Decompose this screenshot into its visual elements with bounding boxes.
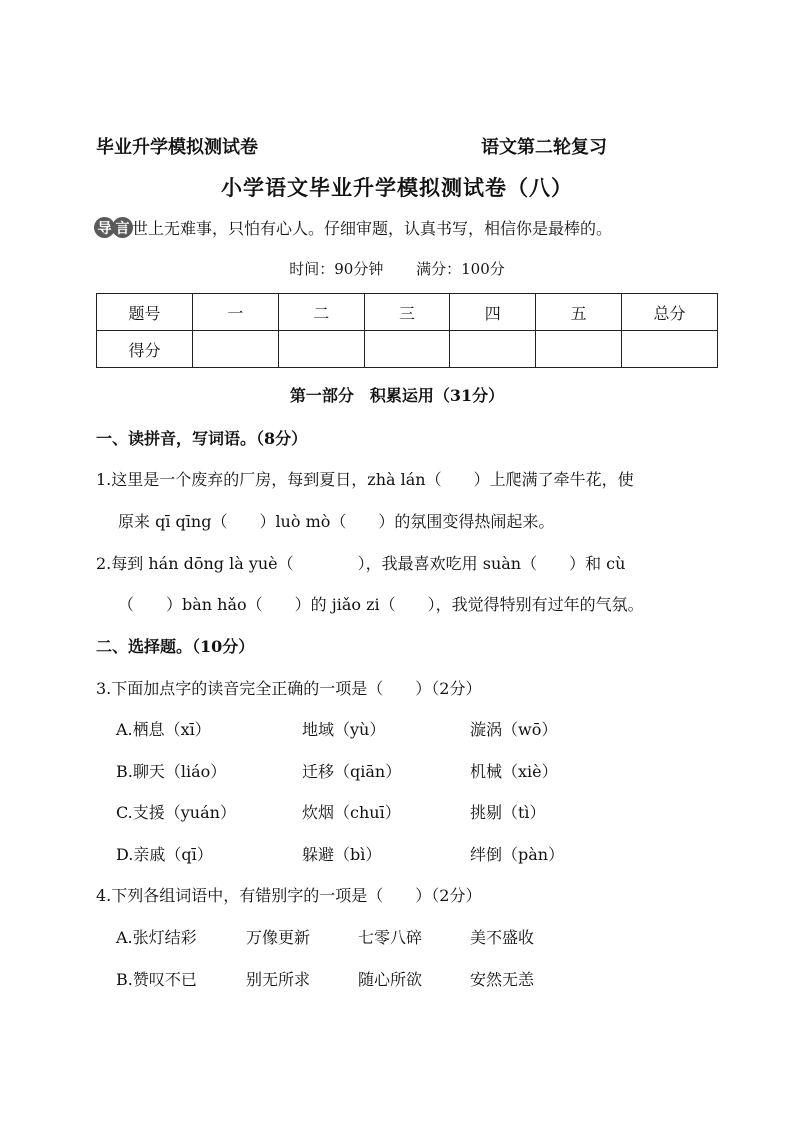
q3-option-a3: 漩涡（wō） [470, 720, 558, 739]
score-header-cell: 一 [193, 294, 279, 331]
q4-option-a2: 万像更新 [246, 928, 311, 947]
q4-option-a1: A.张灯结彩 [116, 928, 197, 947]
score-row-label: 得分 [97, 331, 193, 368]
duration: 时间：90分钟 [289, 260, 384, 278]
score-cell[interactable] [450, 331, 536, 368]
q3-option-d2: 躲避（bì） [302, 845, 382, 864]
badge-char-1: 导 [94, 217, 115, 238]
q2-line1: 2.每到 hán dōng là yuè（ ），我最喜欢吃用 suàn（ ）和 cù [96, 554, 626, 573]
score-header-cell: 四 [450, 294, 536, 331]
q4-option-b4: 安然无恙 [470, 970, 535, 989]
header-right: 语文第二轮复习 [481, 137, 607, 158]
score-cell[interactable] [278, 331, 364, 368]
q3-option-b3: 机械（xiè） [470, 762, 558, 781]
score-header-cell: 三 [364, 294, 450, 331]
page-title: 小学语文毕业升学模拟测试卷（八） [221, 175, 573, 200]
section2-title: 二、选择题。（10分） [96, 637, 255, 656]
q3-option-c1: C.支援（yuán） [116, 803, 236, 822]
q3-stem: 3.下面加点字的读音完全正确的一项是（ ）（2分） [96, 679, 482, 698]
score-cell[interactable] [193, 331, 279, 368]
score-table [96, 293, 718, 368]
score-table-header-row [97, 294, 718, 331]
score-cell[interactable] [536, 331, 622, 368]
score-table-score-row [97, 331, 718, 368]
header-left: 毕业升学模拟测试卷 [96, 137, 258, 158]
q4-stem: 4.下列各组词语中，有错别字的一项是（ ）（2分） [96, 886, 482, 905]
q2-line2: （ ）bàn hǎo（ ）的 jiǎo zi（ ），我觉得特别有过年的气氛。 [118, 595, 644, 614]
full-score: 满分：100分 [416, 260, 505, 278]
q3-option-c3: 挑剔（tì） [470, 803, 546, 822]
score-header-cell: 题号 [97, 294, 193, 331]
time-info [0, 258, 794, 279]
q3-option-b1: B.聊天（liáo） [116, 762, 227, 781]
q3-option-a2: 地域（yù） [302, 720, 386, 739]
section1-title: 一、读拼音，写词语。（8分） [96, 429, 308, 448]
q4-option-b3: 随心所欲 [358, 970, 423, 989]
q1-line1: 1.这里是一个废弃的厂房，每到夏日，zhà lán（ ）上爬满了牵牛花，使 [96, 470, 634, 489]
q4-option-b2: 别无所求 [246, 970, 311, 989]
q1-line2: 原来 qī qīng（ ）luò mò（ ）的氛围变得热闹起来。 [118, 512, 555, 531]
score-header-cell: 二 [278, 294, 364, 331]
q3-option-c2: 炊烟（chuī） [302, 803, 401, 822]
intro-badge-icon [94, 217, 130, 238]
q4-option-a3: 七零八碎 [358, 928, 423, 947]
intro-line [94, 216, 612, 239]
q4-option-a4: 美不盛收 [470, 928, 535, 947]
q3-option-a1: A.栖息（xī） [116, 720, 211, 739]
part-heading: 第一部分 积累运用（31分） [289, 386, 505, 405]
q3-option-b2: 迁移（qiān） [302, 762, 402, 781]
score-cell[interactable] [622, 331, 718, 368]
q3-option-d1: D.亲戚（qī） [116, 845, 213, 864]
score-header-cell: 总分 [622, 294, 718, 331]
q4-option-b1: B.赞叹不已 [116, 970, 197, 989]
q3-option-d3: 绊倒（pàn） [470, 845, 565, 864]
intro-text: 世上无难事，只怕有心人。仔细审题，认真书写，相信你是最棒的。 [132, 219, 613, 238]
score-cell[interactable] [364, 331, 450, 368]
score-header-cell: 五 [536, 294, 622, 331]
badge-char-2: 言 [112, 217, 133, 238]
